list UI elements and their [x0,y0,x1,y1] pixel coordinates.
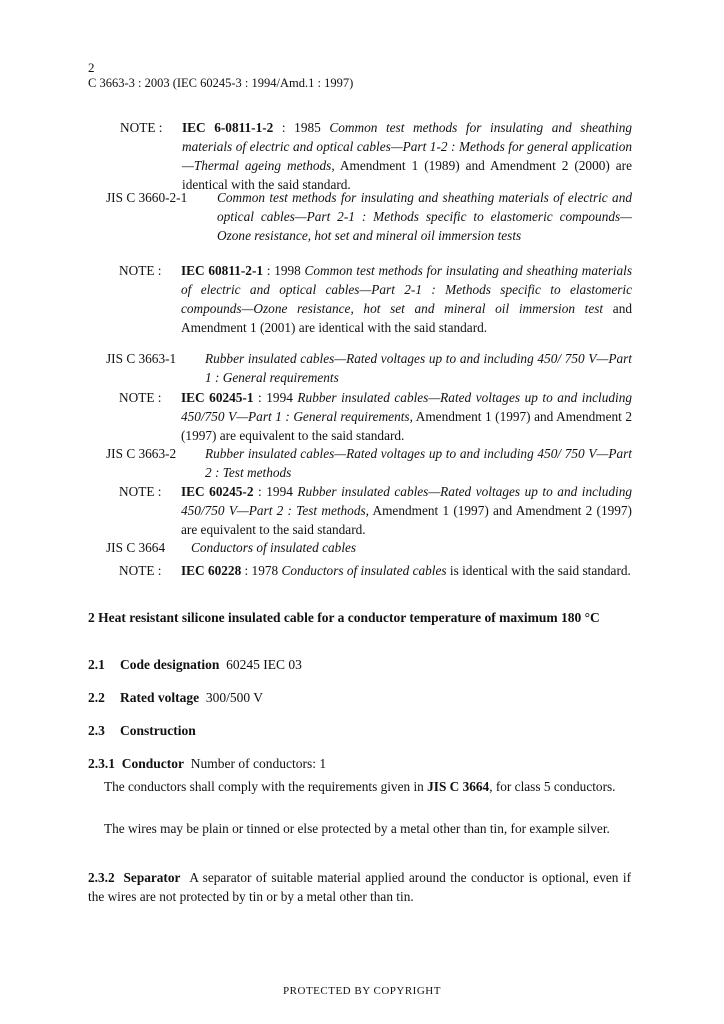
note-text: IEC 60245-2 : 1994 Rubber insulated cables—Rated voltages up to and including 450/750 V—Part 2 : Test methods, Amendment 1 (1997) and Amendment 2 (1997) are equivalent to the said standard. [181,484,633,537]
reference-jis-c-3660-2-1 [106,188,632,245]
note-label: NOTE : [120,120,163,135]
conductor-paragraph-2: The wires may be plain or tinned or else protected by a metal other than tin, for example silver. [104,821,610,836]
reference-label: JIS C 3663-1 [106,351,177,366]
note-text: IEC 60245-1 : 1994 Rubber insulated cables—Rated voltages up to and including 450/750 V—Part 1 : General requirements, Amendment 1 (1997) and Amendment 2 (1997) are equivalent to the said standard. [181,390,633,443]
note-iec-60811-2-1 [119,261,632,337]
reference-jis-c-3663-1 [106,349,632,387]
section-2-3: 2.3 Construction [88,723,196,738]
conductor-paragraph-1: The conductors shall comply with the requirements given in JIS C 3664, for class 5 conductors. [104,779,616,794]
note-iec-60228 [119,561,632,580]
reference-title: Rubber insulated cables—Rated voltages up to and including 450/ 750 V—Part 2 : Test methods [205,446,632,480]
page-number: 2 [88,60,95,75]
reference-label: JIS C 3663-2 [106,446,177,461]
note-label: NOTE : [119,263,162,278]
note-iec-60245-2 [119,482,633,539]
section-2-3-1: 2.3.1 Conductor Number of conductors: 1 [88,756,327,771]
note-label: NOTE : [119,390,162,405]
note-iec-60245-1 [119,388,633,445]
section-2-2: 2.2 Rated voltage 300/500 V [88,690,263,705]
reference-label: JIS C 3664 [106,540,166,555]
note-text: IEC 60228 : 1978 Conductors of insulated cables is identical with the said standard. [181,563,631,578]
reference-title: Common test methods for insulating and sheathing materials of electric and optical cables—Part 2-1 : Methods specific to elastomeric compounds—Ozone resistance, hot set and mineral oil immersion tests [217,190,632,243]
copyright-footer: PROTECTED BY COPYRIGHT [283,985,441,997]
note-text: IEC 60811-2-1 : 1998 Common test methods for insulating and sheathing materials of electric and optical cables—Part 2-1 : Methods specific to elastomeric compounds—Ozone resistance, hot set and mineral oil immersion test and Amendment 1 (2001) are identical with the said standard. [181,263,632,335]
section-2-1: 2.1 Code designation 60245 IEC 03 [88,657,302,672]
note-iec-60811-1-2 [120,118,632,194]
note-label: NOTE : [119,563,162,578]
note-text: IEC 6-0811-1-2 : 1985 Common test methods for insulating and sheathing materials of electric and optical cables—Part 1-2 : Methods for general application—Thermal ageing methods, Amendment 1 (1989) and Amendment 2 (2000) are identical with the said standard. [182,120,632,192]
document-identifier: C 3663-3 : 2003 (IEC 60245-3 : 1994/Amd.1 : 1997) [88,76,354,90]
reference-title: Conductors of insulated cables [191,540,357,555]
reference-title: Rubber insulated cables—Rated voltages up to and including 450/ 750 V—Part 1 : General requirements [205,351,632,385]
reference-label: JIS C 3660-2-1 [106,190,188,205]
reference-jis-c-3663-2 [106,444,632,482]
note-label: NOTE : [119,484,162,499]
section-2-heading: 2 Heat resistant silicone insulated cable for a conductor temperature of maximum 180 °C [88,610,600,625]
reference-jis-c-3664 [106,538,632,557]
section-2-3-2: 2.3.2 Separator A separator of suitable material applied around the conductor is optional, even if the wires are not protected by tin or by a metal other than tin. [88,870,631,904]
